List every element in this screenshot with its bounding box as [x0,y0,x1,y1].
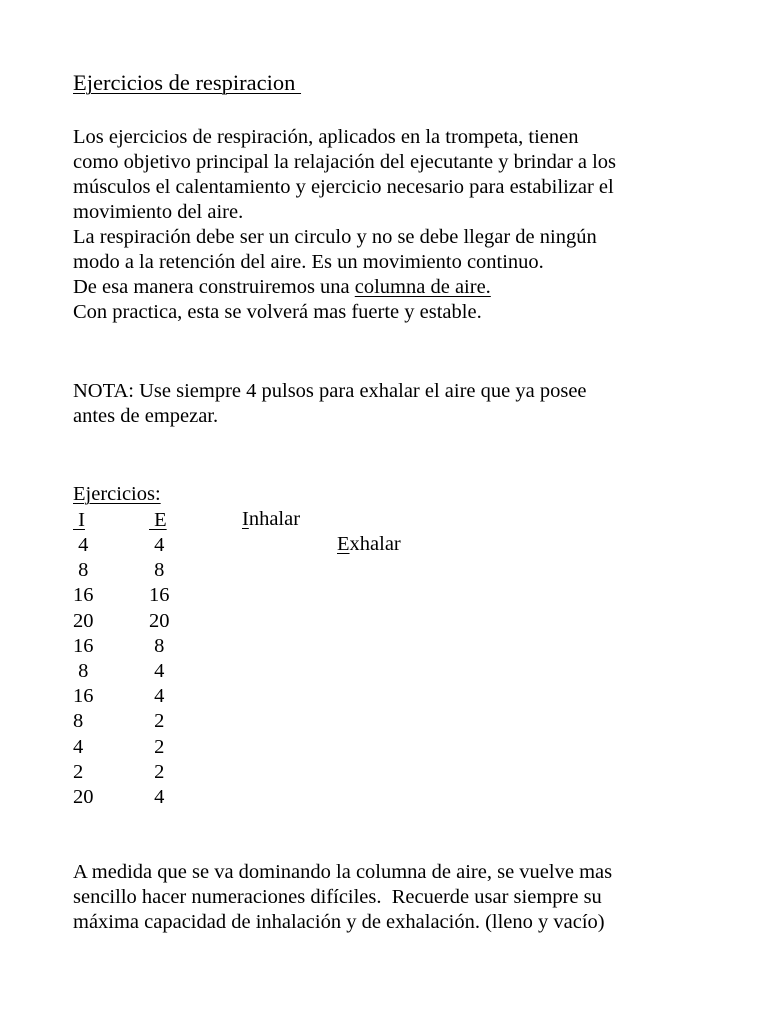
inhale-count: 4 [73,534,89,556]
exhale-count: 2 [149,710,165,733]
inhale-count: 8 [73,660,89,682]
inhale-count: 8 [73,559,89,582]
table-row [73,634,273,659]
table-row [73,609,273,634]
exhale-count: 4 [149,534,165,556]
exhale-rest: xhalar [349,533,401,555]
column-line [73,275,491,300]
exhale-count: 8 [149,634,165,657]
inhale-count: 16 [73,685,94,708]
exhale-count: 4 [149,685,165,708]
inhale-count: 2 [73,760,84,783]
practice-line: Con practica, esta se volverá mas fuerte y estable. [73,301,482,323]
table-row [73,684,273,709]
closing-line: máxima capacidad de inhalación y de exhalación. (lleno y vacío) [73,911,605,933]
column-header-i: I [73,509,85,531]
table-row [73,533,273,558]
exhale-count: 4 [149,660,165,682]
table-row [73,558,273,583]
exercises-header [73,457,473,555]
inhale-count: 16 [73,584,94,607]
intro-line: Los ejercicios de respiración, aplicados en la trompeta, tienen [73,126,579,148]
exhale-initial: E [337,533,350,555]
table-row [73,735,273,760]
inhale-count: 20 [73,609,94,632]
inhale-count: 8 [73,710,84,733]
closing-line: A medida que se va dominando la columna de aire, se vuelve mas [73,861,613,883]
table-row [73,709,273,734]
column-de-aire-underlined: columna de aire. [354,276,491,298]
inhale-initial: I [242,508,249,530]
inhale-count: 20 [73,786,94,808]
inhale-count: 4 [73,735,84,758]
nota-line: NOTA: Use siempre 4 pulsos para exhalar el aire que ya posee [73,380,587,402]
exhale-legend [337,532,401,557]
table-row [73,760,273,785]
exhale-count: 8 [149,559,165,582]
exhale-count: 16 [149,584,170,607]
column-line-prefix: De esa manera construiremos una [73,276,355,298]
table-header-row [73,508,273,533]
intro-line: como objetivo principal la relajación del ejecutante y brindar a los [73,151,617,173]
exhale-count: 4 [149,786,165,808]
table-row [73,659,273,684]
table-row [73,583,273,608]
intro-line: La respiración debe ser un circulo y no se debe llegar de ningún [73,226,597,248]
exhale-count: 20 [149,609,170,632]
exhale-count: 2 [149,735,165,758]
inhale-count: 16 [73,634,94,657]
exercises-label: Ejercicios: [73,483,161,505]
inhale-rest: nhalar [248,508,301,530]
exhale-count: 2 [149,760,165,783]
page-title: Ejercicios de respiracion [73,70,302,95]
intro-line: movimiento del aire. [73,201,244,223]
intro-line: músculos el calentamiento y ejercicio necesario para estabilizar el [73,176,614,198]
nota-line: antes de empezar. [73,405,219,427]
intro-line: modo a la retención del aire. Es un movimiento continuo. [73,251,544,273]
closing-line: sencillo hacer numeraciones difíciles. Recuerde usar siempre su [73,886,602,908]
column-header-e: E [149,509,167,531]
table-row [73,785,273,810]
